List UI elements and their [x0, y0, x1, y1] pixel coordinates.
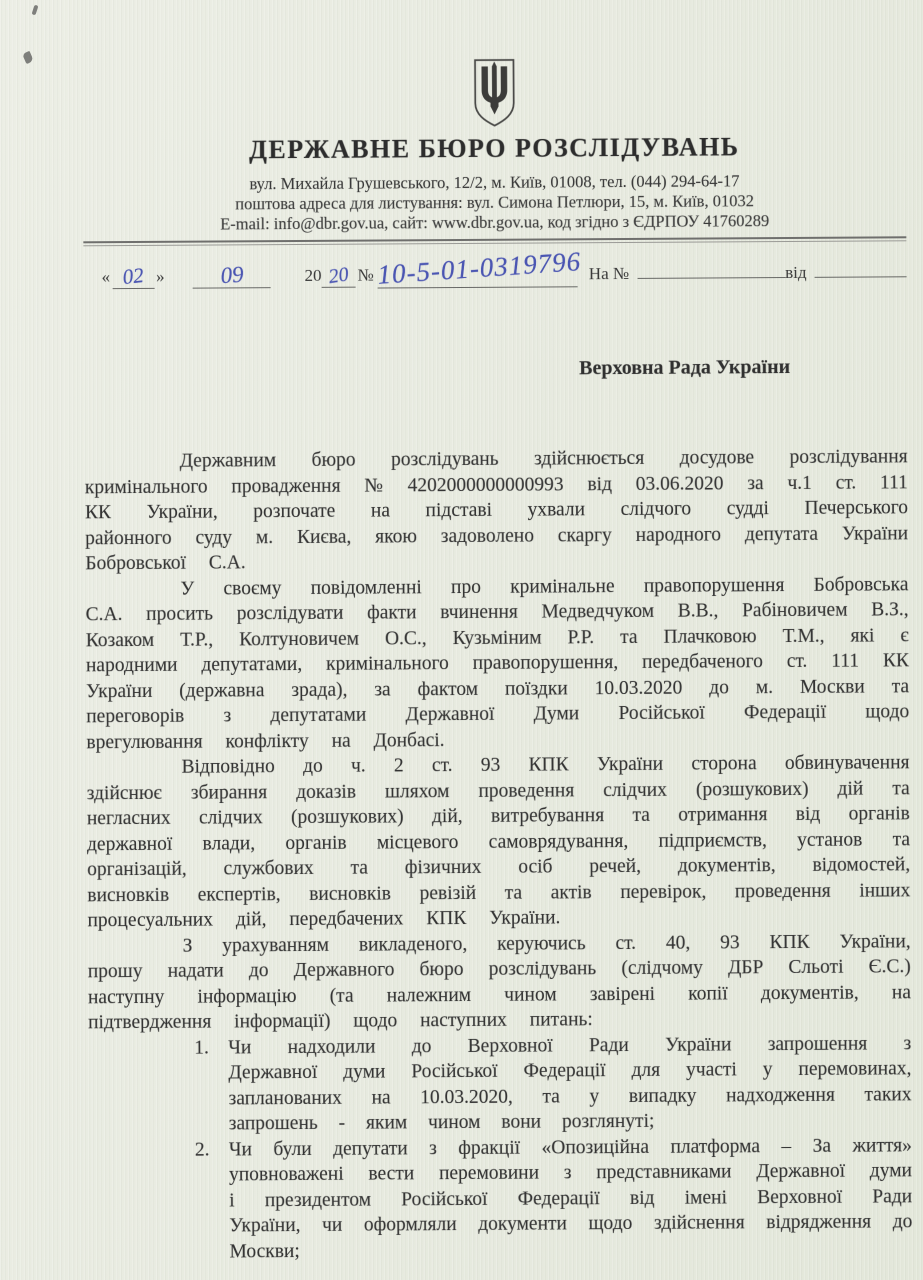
date-year-field [321, 264, 355, 288]
question-item-1 [188, 1031, 912, 1137]
handwritten-year: 20 [327, 263, 351, 289]
coat-of-arms-trident-icon [470, 56, 518, 130]
body-paragraph-4: З урахуванням викладеного, керуючись ст. 40, 93 КПК України, прошу надати до Державного бюро розслідувань (слідчому ДБР Сльоті Є.С.) наступну інформацію (та належним чином завірені копії документів, на підтвердження інформації) щодо наступних питань: [87, 930, 912, 1034]
letter-content [82, 53, 912, 1265]
incoming-number-label: На № [588, 263, 630, 284]
close-quote: » [155, 266, 165, 286]
number-sign: № [357, 265, 374, 285]
date-month-field [192, 261, 270, 288]
address-line-2: поштова адреса для листування: вул. Симона Петлюри, 15, м. Київ, 01032 [235, 191, 755, 214]
body-paragraph-3: Відповідно до ч. 2 ст. 93 КПК України сторона обвинувачення здійснює збирання доказів шляхом проведення слідчих (розшукових) дій та негласних слідчих (розшукових) дій, витребування та отримання від органів державної влади, органів місцевого самоврядування, підприємств, установ та організацій, службових та фізичних осіб речей, документів, відомостей, висновків експертів, висновків ревізій та актів перевірок, проведення інших процесуальних дій, передбачених КПК України. [86, 752, 911, 932]
org-title: ДЕРЖАВНЕ БЮРО РОЗСЛІДУВАНЬ [248, 132, 740, 165]
address-line-3: E-mail: info@dbr.gov.ua, сайт: www.dbr.gov.ua, код згідно з ЄДРПОУ 41760289 [220, 211, 770, 234]
letter-body [85, 444, 913, 1265]
address-line-1: вул. Михайла Грушевського, 12/2, м. Київ, 01008, тел. (044) 294-64-17 [249, 171, 740, 194]
recipient: Верховна Рада України [579, 355, 791, 380]
question-text-2: Чи були депутати з фракції «Опозиційна платформа – За життя» уповноважені вести перемовини з представниками Державної думи і президентом Російської Федерації від імені Верховної Ради України, чи оформляли документи щодо здійснення відрядження до Москви; [228, 1134, 913, 1262]
body-paragraph-1: Державним бюро розслідувань здійснюється досудове розслідування кримінального провадження № 4202000000000993 від 03.06.2020 за ч.1 ст. 111 КК України, розпочате на підставі ухвали слідчого судді Печерського районного суду м. Києва, якою задоволено скаргу народного депутата України Бобровської С.А. [84, 446, 909, 575]
handwritten-doc-number: 10-5-01-0319796 [376, 246, 583, 290]
question-item-2 [189, 1133, 913, 1265]
reference-line [83, 246, 906, 292]
question-number-2: 2. [194, 1139, 210, 1161]
questions-list [188, 1031, 912, 1265]
open-quote: « [101, 267, 111, 287]
header-divider [83, 236, 906, 246]
handwritten-month: 09 [219, 261, 244, 289]
body-paragraph-2: У своєму повідомленні про кримінальне правопорушення Бобровська С.А. просить розслідувати факти вчинення Медведчуком В.В., Рабіновичем В.З., Козаком Т.Р., Колтуновичем О.С., Кузьміним Р.Р. та Плачковою Т.М., які є народними депутатами, кримінального правопорушення, передбаченого ст. 111 КК України (державна зрада), за фактом поїздки 10.03.2020 до м. Москви та переговорів з депутатами Державної Думи Російської Федерації щодо врегулювання конфлікту на Донбасі. [85, 573, 910, 753]
doc-number-field [376, 246, 583, 290]
date-day-field [112, 263, 154, 289]
question-number-1: 1. [194, 1037, 209, 1059]
incoming-date-field [815, 276, 907, 278]
year-prefix: 20 [304, 265, 322, 285]
handwritten-day: 02 [121, 262, 145, 290]
incoming-date-label: від [785, 262, 807, 283]
question-text-1: Чи надходили до Верховної Ради України запрошення з Державної думи Російської Федерації для участі у перемовинах, запланованих на 10.03.2020, та у випадку надходження таких запрошень - яким чином вони розглянуті; [228, 1032, 912, 1135]
incoming-number-field [637, 277, 785, 279]
letterhead-address [83, 170, 906, 235]
